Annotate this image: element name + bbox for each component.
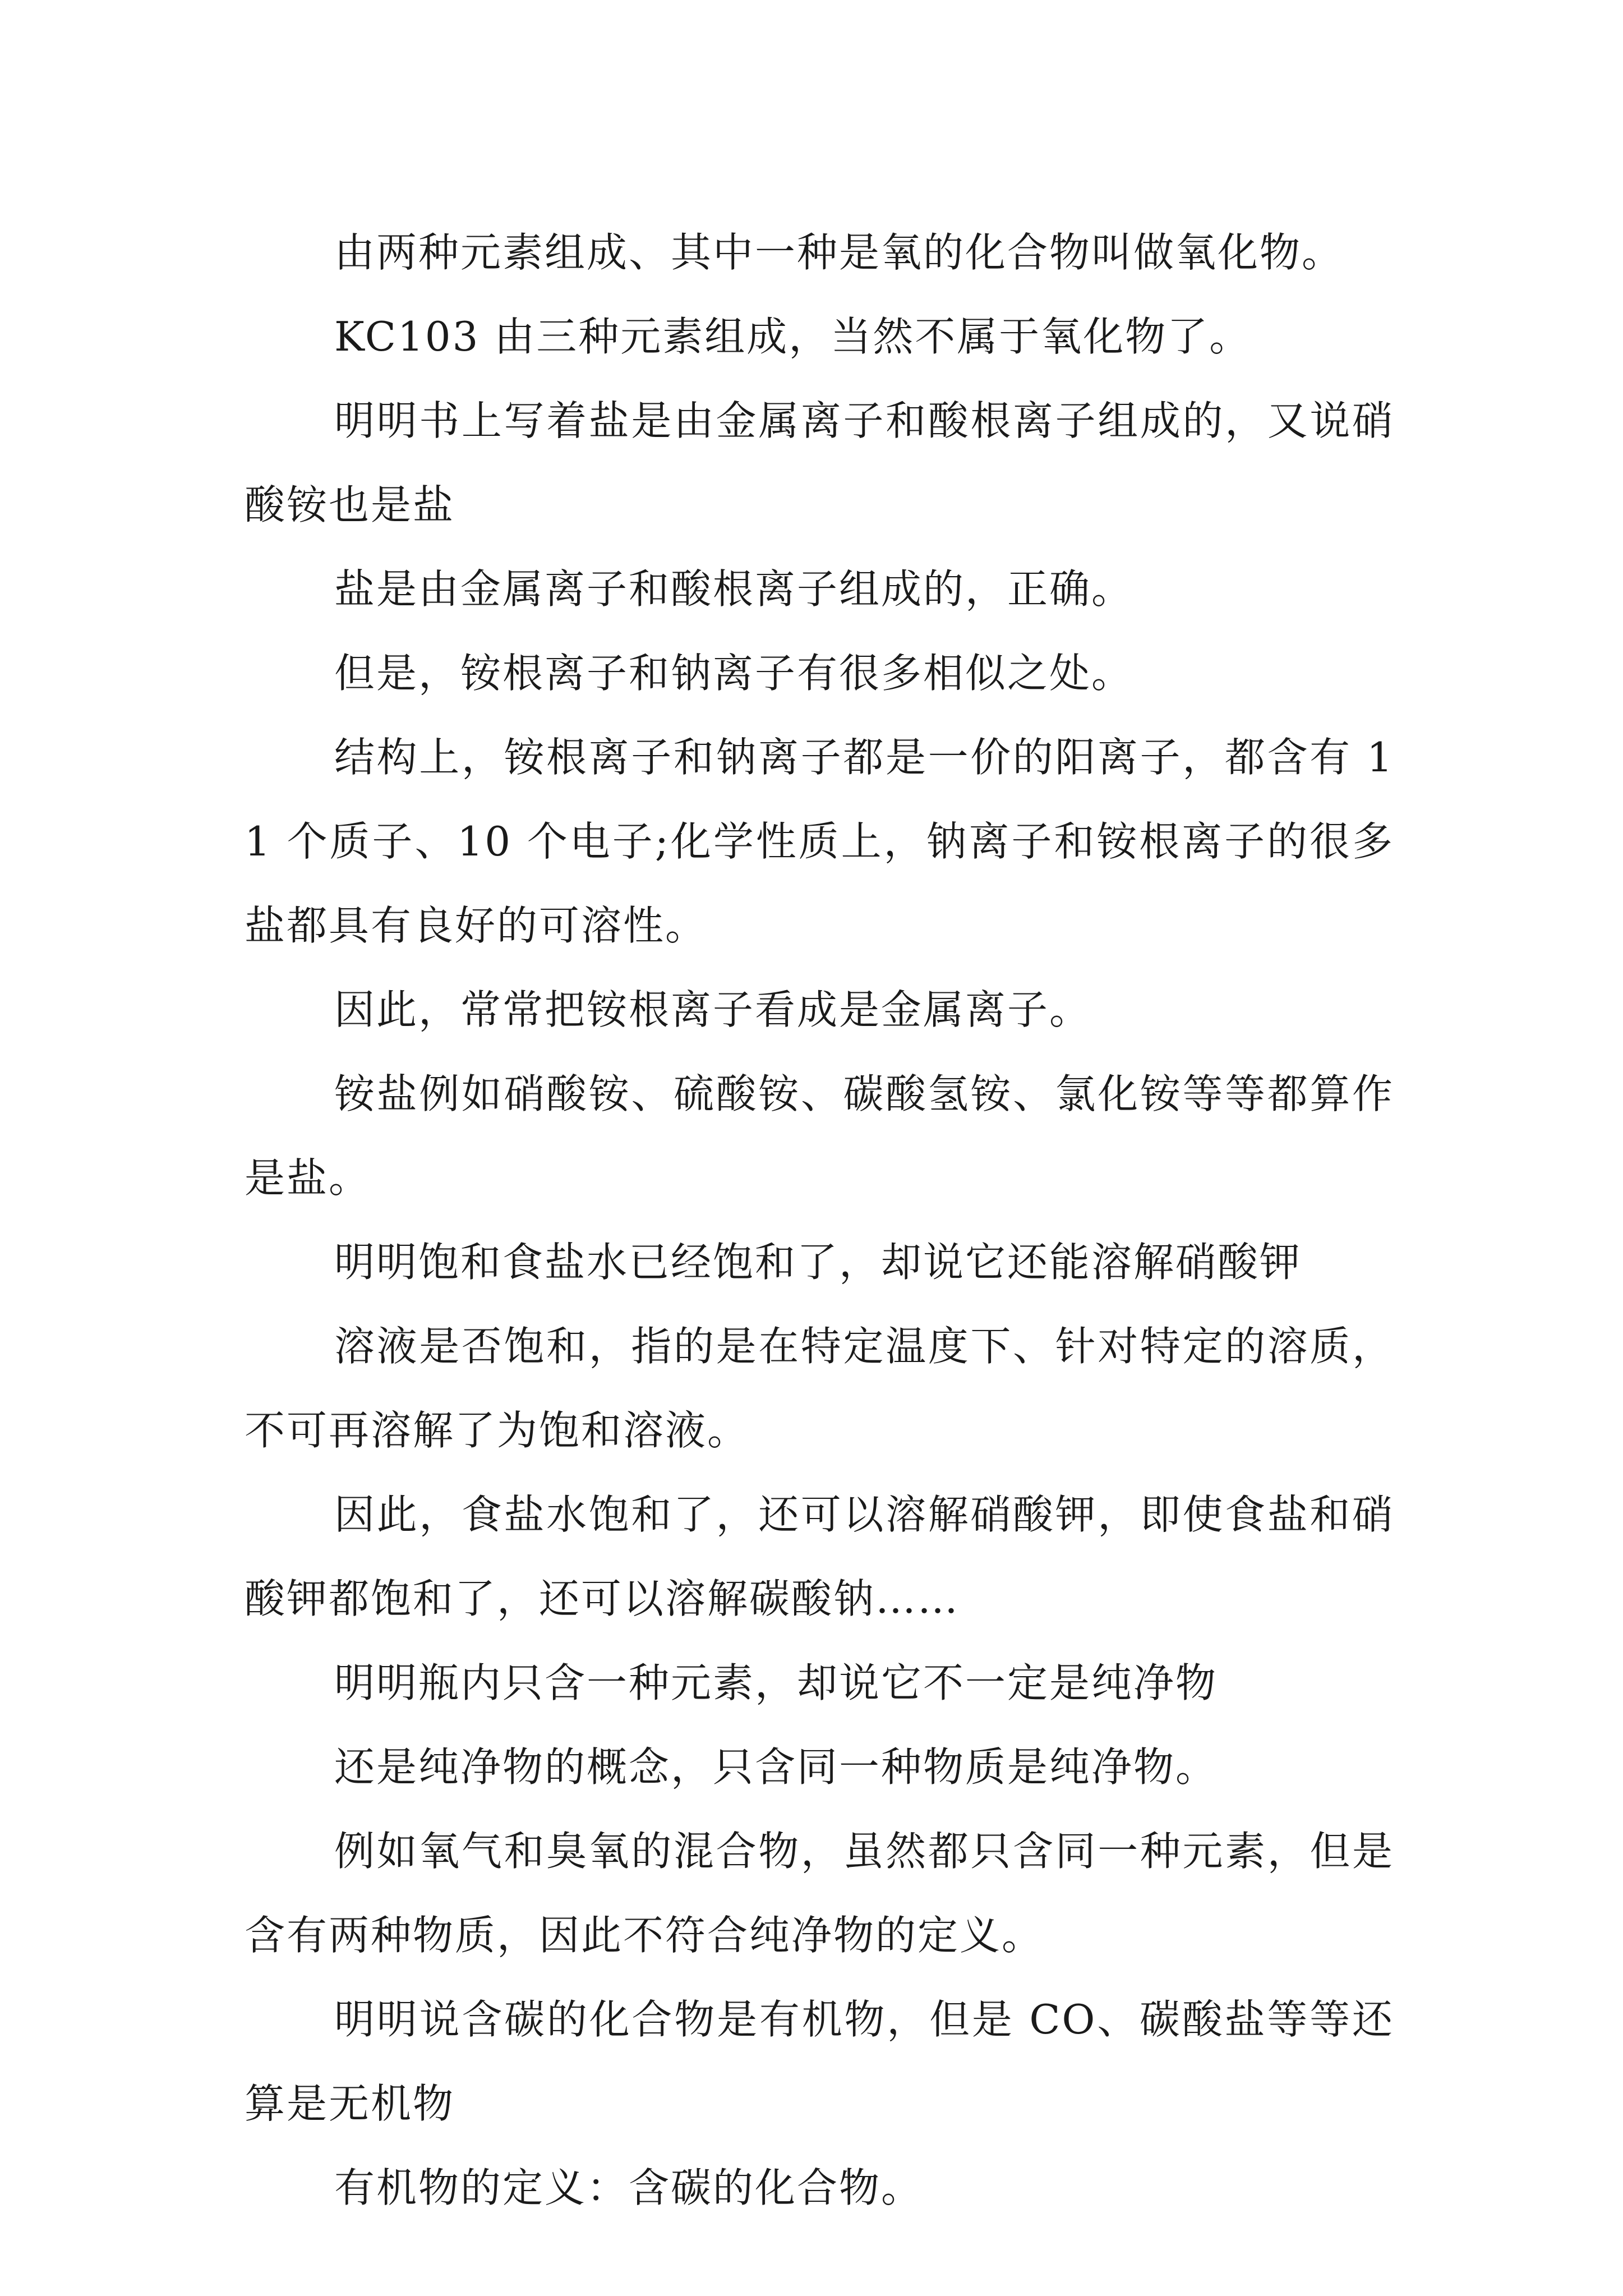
paragraph: 明明饱和食盐水已经饱和了，却说它还能溶解硝酸钾	[334, 1239, 1302, 1286]
paragraph: 因此，食盐水饱和了，还可以溶解硝酸钾，即使食盐和硝酸钾都饱和了，还可以溶解碳酸钠……	[245, 1491, 1394, 1622]
paragraph: 由两种元素组成、其中一种是氧的化合物叫做氧化物。	[334, 229, 1344, 276]
paragraph: KC103 由三种元素组成，当然不属于氧化物了。	[334, 313, 1252, 360]
paragraph: 铵盐例如硝酸铵、硫酸铵、碳酸氢铵、氯化铵等等都算作是盐。	[245, 1070, 1394, 1202]
paragraph: 结构上，铵根离子和钠离子都是一价的阳离子，都含有 11 个质子、10 个电子;化学性质上，钠离子和铵根离子的很多盐都具有良好的可溶性。	[245, 734, 1394, 949]
paragraph: 但是，铵根离子和钠离子有很多相似之处。	[334, 650, 1134, 697]
paragraph: 还是纯净物的概念，只含同一种物质是纯净物。	[334, 1743, 1218, 1791]
paragraph: 有机物的定义：含碳的化合物。	[334, 2164, 924, 2211]
paragraph: 盐是由金属离子和酸根离子组成的，正确。	[334, 565, 1134, 613]
paragraph: 例如氧气和臭氧的混合物，虽然都只含同一种元素，但是含有两种物质，因此不符合纯净物的定义。	[245, 1828, 1394, 1959]
paragraph: 溶液是否饱和，指的是在特定温度下、针对特定的溶质，不可再溶解了为饱和溶液。	[245, 1323, 1394, 1454]
paragraph: 明明瓶内只含一种元素，却说它不一定是纯净物	[334, 1659, 1218, 1706]
document-body	[245, 210, 1394, 2230]
paragraph: 明明书上写着盐是由金属离子和酸根离子组成的，又说硝酸铵也是盐	[245, 397, 1394, 528]
paragraph: 明明说含碳的化合物是有机物，但是 CO、碳酸盐等等还算是无机物	[245, 1996, 1394, 2127]
paragraph: 因此，常常把铵根离子看成是金属离子。	[334, 986, 1092, 1033]
